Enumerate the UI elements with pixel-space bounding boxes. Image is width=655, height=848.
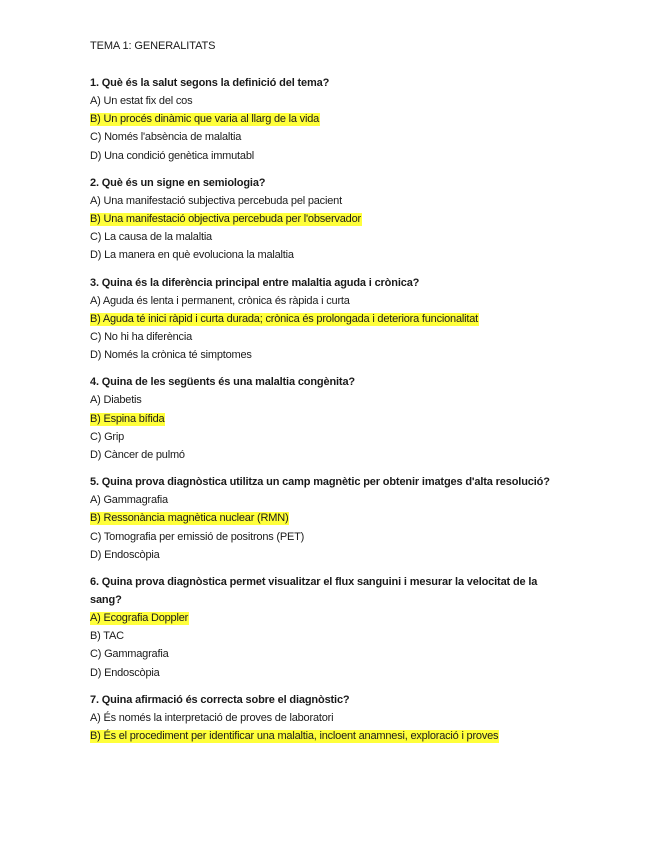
answer-option: A) Un estat fix del cos <box>90 95 193 107</box>
answer-option: A) És només la interpretació de proves de laboratori <box>90 711 334 724</box>
answer-option: D) Endoscòpia <box>90 666 160 679</box>
question-5 <box>90 473 570 564</box>
answer-option-correct <box>90 110 570 128</box>
page-title: TEMA 1: GENERALITATS <box>90 40 216 52</box>
answer-option: A) Gammagrafia <box>90 494 168 507</box>
question-7 <box>90 691 570 745</box>
question-text: 3. Quina és la diferència principal entre malaltia aguda i crònica? <box>90 276 420 289</box>
answer-option: C) Només l'absència de malaltia <box>90 131 242 144</box>
question-list <box>90 74 570 745</box>
answer-option: D) Càncer de pulmó <box>90 449 185 462</box>
answer-option: D) Endoscòpia <box>90 548 160 561</box>
question-text: 7. Quina afirmació és correcta sobre el diagnòstic? <box>90 693 350 706</box>
highlighted-answer: B) Espina bífida <box>90 412 165 425</box>
highlighted-answer: B) Una manifestació objectiva percebuda per l'observador <box>90 213 361 226</box>
question-1 <box>90 74 570 165</box>
answer-option: C) Tomografia per emissió de positrons (PET) <box>90 530 305 543</box>
highlighted-answer: A) Ecografia Doppler <box>90 612 189 625</box>
question-text: 2. Què és un signe en semiologia? <box>90 176 266 189</box>
question-2 <box>90 174 570 265</box>
answer-option: C) Gammagrafia <box>90 648 169 661</box>
answer-option: A) Aguda és lenta i permanent, crònica és ràpida i curta <box>90 294 350 307</box>
answer-option: D) Una condició genètica immutabl <box>90 149 254 162</box>
highlighted-answer: B) Ressonància magnètica nuclear (RMN) <box>90 512 289 525</box>
answer-option-correct <box>90 410 570 428</box>
answer-option: C) La causa de la malaltia <box>90 231 212 244</box>
answer-option: D) Només la crònica té simptomes <box>90 349 252 362</box>
answer-option: A) Una manifestació subjectiva percebuda pel pacient <box>90 194 342 207</box>
highlighted-answer: B) Un procés dinàmic que varia al llarg de la vida <box>90 113 320 126</box>
answer-option-correct <box>90 727 570 745</box>
answer-option-correct <box>90 310 570 328</box>
answer-option: D) La manera en què evoluciona la malaltia <box>90 249 294 262</box>
question-text: 6. Quina prova diagnòstica permet visualitzar el flux sanguini i mesurar la velocitat de la sang? <box>90 576 538 607</box>
question-4 <box>90 373 570 464</box>
highlighted-answer: B) Aguda té inici ràpid i curta durada; crònica és prolongada i deteriora funcionalitat <box>90 312 479 325</box>
question-3 <box>90 274 570 365</box>
answer-option: A) Diabetis <box>90 394 142 407</box>
answer-option-correct <box>90 509 570 527</box>
answer-option-correct <box>90 210 570 228</box>
question-text: 5. Quina prova diagnòstica utilitza un camp magnètic per obtenir imatges d'alta resolució? <box>90 476 550 489</box>
answer-option: C) Grip <box>90 430 125 443</box>
answer-option: C) No hi ha diferència <box>90 331 192 344</box>
document-page <box>90 38 570 754</box>
answer-option: B) TAC <box>90 630 124 643</box>
question-text: 4. Quina de les següents és una malaltia congènita? <box>90 376 355 389</box>
highlighted-answer: B) És el procediment per identificar una malaltia, incloent anamnesi, exploració i proves <box>90 730 499 743</box>
answer-option-correct <box>90 609 570 627</box>
question-text: 1. Què és la salut segons la definició del tema? <box>90 77 330 89</box>
question-6 <box>90 573 570 682</box>
